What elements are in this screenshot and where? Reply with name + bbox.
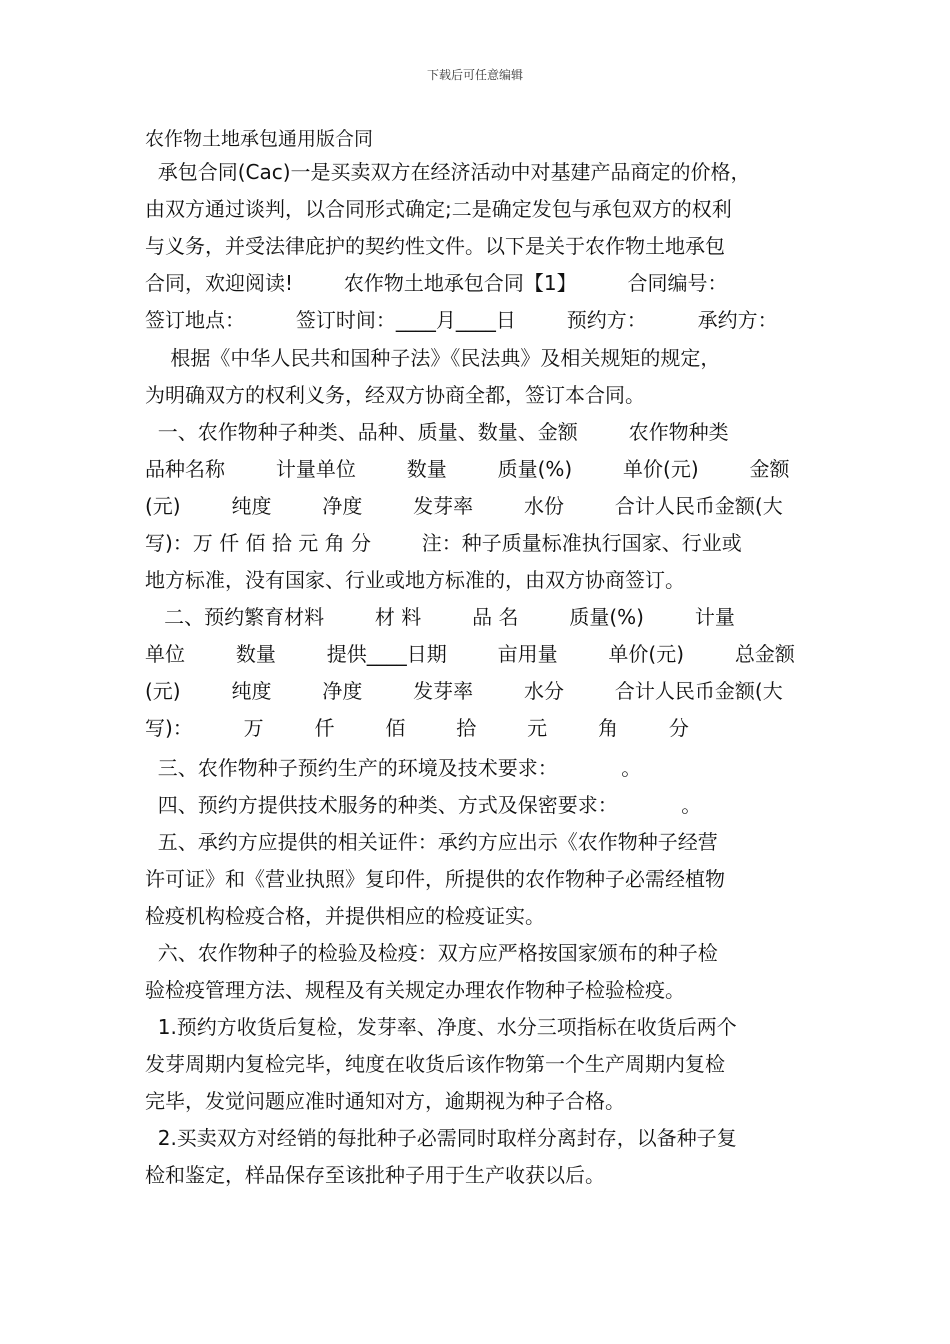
body-line: 三、农作物种子预约生产的环境及技术要求： 。 (145, 756, 642, 780)
body-line: 与义务，并受法律庇护的契约性文件。以下是关于农作物土地承包 (145, 234, 725, 258)
body-line: 验检疫管理方法、规程及有关规定办理农作物种子检验检疫。 (145, 978, 685, 1002)
body-line: (元) 纯度 净度 发芽率 水份 合计人民币金额(大 (145, 494, 783, 518)
body-line: 合同，欢迎阅读! 农作物土地承包合同【1】 合同编号： (145, 271, 728, 295)
header-note: 下载后可任意编辑 (426, 68, 523, 82)
body-line: 品种名称 计量单位 数量 质量(%) 单价(元) 金额 (145, 457, 790, 481)
body-line: 签订地点： 签订时间：____月____日 预约方： 承约方： (145, 308, 778, 332)
body-line: 写)：万 仟 佰 拾 元 角 分 注：种子质量标准执行国家、行业或 (145, 531, 742, 555)
body-line: 根据《中华人民共和国种子法》《民法典》及相关规矩的规定， (145, 346, 721, 370)
body-line: 发芽周期内复检完毕，纯度在收货后该作物第一个生产周期内复检 (145, 1052, 725, 1076)
body-line: 由双方通过谈判，以合同形式确定;二是确定发包与承包双方的权利 (145, 197, 732, 221)
body-line: 为明确双方的权利义务，经双方协商全都，签订本合同。 (145, 383, 645, 407)
body-line: 五、承约方应提供的相关证件：承约方应出示《农作物种子经营 (145, 830, 718, 854)
body-line: 承包合同(Cac)一是买卖双方在经济活动中对基建产品商定的价格， (145, 160, 751, 184)
body-line: 单位 数量 提供____日期 亩用量 单价(元) 总金额 (145, 642, 795, 666)
body-line: 六、农作物种子的检验及检疫：双方应严格按国家颁布的种子检 (145, 941, 718, 965)
body-line: 许可证》和《营业执照》复印件，所提供的农作物种子必需经植物 (145, 867, 725, 891)
document-title: 农作物土地承包通用版合同 (145, 128, 374, 150)
body-line: 地方标准，没有国家、行业或地方标准的，由双方协商签订。 (145, 568, 685, 592)
body-line: 检和鉴定，样品保存至该批种子用于生产收获以后。 (145, 1163, 605, 1187)
body-line: 一、农作物种子种类、品种、质量、数量、金额 农作物种类 (145, 420, 729, 444)
body-line: 写)： 万 仟 佰 拾 元 角 分 (145, 716, 689, 740)
body-line: 检疫机构检疫合格，并提供相应的检疫证实。 (145, 904, 545, 928)
body-line: 1.预约方收货后复检，发芽率、净度、水分三项指标在收货后两个 (145, 1015, 737, 1039)
body-line: 2.买卖双方对经销的每批种子必需同时取样分离封存，以备种子复 (145, 1126, 737, 1150)
body-line: 四、预约方提供技术服务的种类、方式及保密要求： 。 (145, 793, 702, 817)
body-line: (元) 纯度 净度 发芽率 水分 合计人民币金额(大 (145, 679, 783, 703)
body-line: 完毕，发觉问题应准时通知对方，逾期视为种子合格。 (145, 1089, 625, 1113)
body-line: 二、预约繁育材料 材 料 品 名 质量(%) 计量 (145, 605, 735, 629)
